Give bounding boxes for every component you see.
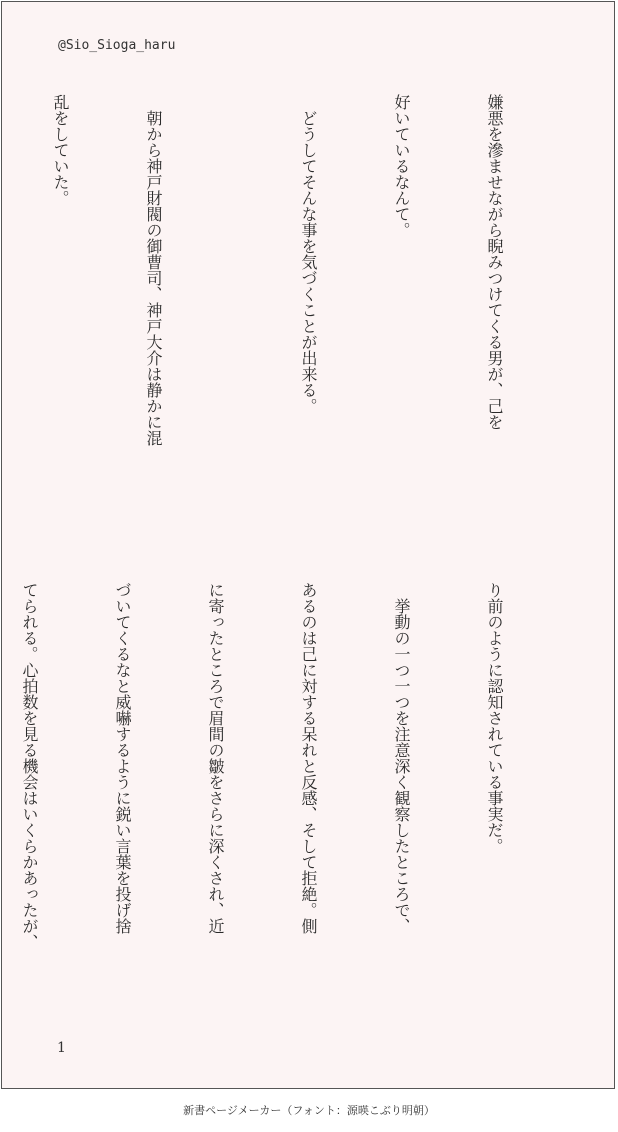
upper-text-block [0,94,572,524]
text-line: 朝から神戸財閥の御曹司、神戸大介は静かに混 [144,94,163,446]
text-line: り前のように認知されている事実だ。 [485,582,504,854]
page-number: 1 [57,1040,66,1056]
book-page [1,1,615,1089]
footer-credit: 新書ページメーカー（フォント：源暎こぶり明朝） [183,1104,435,1117]
text-line: に寄ったところで眉間の皺をさらに深くされ、近 [206,582,225,934]
text-line: づいてくるなと威嚇するように鋭い言葉を投げ捨 [113,582,132,934]
text-line: 乱をしていた。 [51,94,70,206]
text-line: どうしてそんな事を気づくことが出来る。 [299,94,318,414]
text-line: 挙動の一つ一つを注意深く観察したところで、 [392,582,411,934]
text-line: あるのは己に対する呆れと反感、そして拒絶。側 [299,582,318,934]
author-handle: @Sio_Sioga_haru [58,38,176,53]
lower-text-block [0,582,572,1022]
text-line: 好いているなんて。 [392,94,411,238]
text-line: 嫌悪を滲ませながら睨みつけてくる男が、己を [485,94,504,430]
text-line: てられる。心拍数を見る機会はいくらかあったが、 [20,582,39,950]
